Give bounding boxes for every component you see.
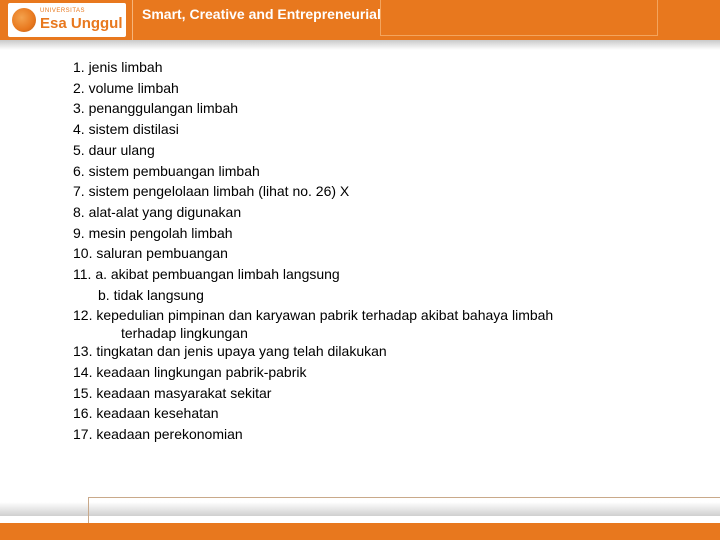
- list-item: 15. keadaan masyarakat sekitar: [73, 384, 272, 401]
- list-subitem: b. tidak langsung: [98, 286, 204, 303]
- header-decoration: [380, 0, 658, 36]
- header-bar: [0, 0, 720, 40]
- logo-emblem-icon: [12, 8, 36, 32]
- list-item: 7. sistem pengelolaan limbah (lihat no. 26) X: [73, 183, 350, 200]
- list-item: 5. daur ulang: [73, 141, 155, 158]
- list-item: 4. sistem distilasi: [73, 121, 179, 138]
- logo-text: Esa Unggul: [40, 15, 123, 32]
- footer-decoration: [88, 497, 720, 524]
- university-logo: [8, 3, 126, 37]
- header-shadow: [0, 40, 720, 50]
- list-item: 9. mesin pengolah limbah: [73, 224, 233, 241]
- footer-bar: [0, 523, 720, 540]
- list-item: 17. keadaan perekonomian: [73, 425, 243, 442]
- header-divider: [132, 0, 133, 40]
- list-item: 8. alat-alat yang digunakan: [73, 203, 242, 220]
- list-item: 12. kepedulian pimpinan dan karyawan pabrik terhadap akibat bahaya limbah: [73, 307, 554, 324]
- list-item: 10. saluran pembuangan: [73, 245, 228, 262]
- list-item-continuation: terhadap lingkungan: [121, 325, 248, 342]
- logo-small-text: UNIVERSITAS: [40, 8, 86, 14]
- list-item: 1. jenis limbah: [73, 59, 163, 75]
- slide-body: [73, 57, 553, 445]
- list-item: 16. keadaan kesehatan: [73, 405, 219, 422]
- list-item: 2. volume limbah: [73, 79, 179, 96]
- header-tagline: Smart, Creative and Entrepreneurial: [142, 6, 381, 22]
- list-item: 11. a. akibat pembuangan limbah langsung: [73, 266, 340, 283]
- list-item: 3. penanggulangan limbah: [73, 100, 239, 117]
- list-item: 14. keadaan lingkungan pabrik-pabrik: [73, 363, 307, 380]
- list-item: 6. sistem pembuangan limbah: [73, 162, 260, 179]
- list-item: 13. tingkatan dan jenis upaya yang telah dilakukan: [73, 343, 387, 360]
